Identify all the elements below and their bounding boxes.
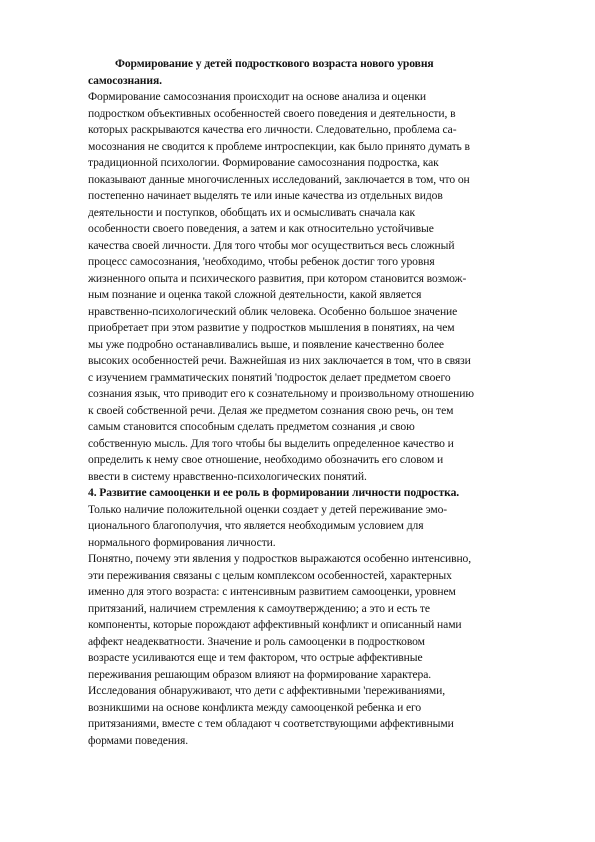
text-line: собственную мысль. Для того чтобы бы выделить определенное качество и: [88, 436, 454, 450]
text-line: притязаниями, вместе с тем обладают ч соответствующими аффективными: [88, 717, 454, 730]
text-line: с изучением грамматических понятий 'подросток делает предметом своего: [88, 370, 451, 384]
text-line: ным познание и оценка такой сложной деятельности, какой является: [88, 288, 422, 301]
text-line: высоких особенностей речи. Важнейшая из них заключается в том, что в связи: [88, 354, 471, 367]
text-line: возрасте усиливаются еще и тем фактором, что острые аффективные: [88, 651, 423, 664]
text-line: аффект неадекватности. Значение и роль самооценки в подростковом: [88, 634, 425, 648]
text-line: мосознания не сводится к проблеме интроспекции, как было принято думать в: [88, 139, 470, 153]
text-line: притязаний, наличием стремления к самоутверждению; а это и есть те: [88, 601, 430, 615]
text-line: деятельности и поступков, обобщать их и осмысливать сначала как: [88, 205, 416, 219]
text-line: переживания решающим образом влияют на формирование характера.: [88, 667, 432, 681]
text-line: Исследования обнаруживают, что дети с аффективными 'переживаниями,: [88, 684, 446, 697]
text-line: мы уже подробно останавливались выше, и появление качественно более: [88, 337, 444, 351]
text-line: Только наличие положительной оценки создает у детей переживание эмо-: [88, 502, 448, 516]
paragraph-positive-assessment: [88, 502, 554, 552]
text-line: определить к нему свое отношение, необходимо обозначить его словом и: [88, 453, 444, 466]
text-line: именно для этого возраста: с интенсивным развитием самооценки, уровнем: [88, 585, 456, 598]
text-line: жизненного опыта и психического развития, при котором становится возмож-: [88, 271, 467, 285]
text-line: нравственно-психологический облик человека. Особенно большое значение: [88, 304, 458, 318]
text-line: к своей собственной речи. Делая же предметом сознания свою речь, он тем: [88, 403, 454, 417]
paragraph-self-consciousness: [88, 89, 554, 485]
text-line: постепенно начинает выделять те или иные качества из отдельных видов: [88, 189, 443, 202]
text-line: особенности своего поведения, а затем и как относительно устойчивые: [88, 222, 434, 235]
text-line: компоненты, которые порождают аффективный конфликт и описанный нами: [88, 618, 462, 631]
text-line: которых раскрываются качества его личности. Следовательно, проблема са-: [88, 123, 457, 136]
text-line: эти переживания связаны с целым комплексом особенностей, характерных: [88, 568, 452, 582]
text-line: самым становится способным сделать предметом сознания ,и свою: [88, 420, 415, 433]
text-line: ционального благополучия, что является необходимым условием для: [88, 519, 424, 532]
text-line: возникшими на основе конфликта между самооценкой ребенка и его: [88, 700, 422, 714]
title-line: самосознания.: [88, 73, 162, 87]
document-page: [88, 56, 554, 749]
text-line: приобретает при этом развитие у подростков мышления в понятиях, на чем: [88, 321, 455, 334]
text-line: традиционной психологии. Формирование самосознания подростка, как: [88, 156, 439, 169]
text-line: ввести в систему нравственно-психологических понятий.: [88, 469, 367, 483]
text-line: нормального формирования личности.: [88, 535, 276, 549]
text-line: Формирование самосознания происходит на основе анализа и оценки: [88, 90, 427, 103]
title-line: Формирование у детей подросткового возраста нового уровня: [115, 57, 434, 70]
text-line: Понятно, почему эти явления у подростков выражаются особенно интенсивно,: [88, 552, 472, 565]
text-line: сознания язык, что приводит его к сознательному и произвольному отношению: [88, 387, 474, 400]
text-line: показывают данные многочисленных исследований, заключается в том, что он: [88, 172, 470, 186]
document-title: [88, 56, 554, 89]
text-line: подростком объективных особенностей своего поведения и деятельности, в: [88, 106, 456, 120]
paragraph-self-esteem: [88, 551, 554, 749]
text-line: качества своей личности. Для того чтобы мог осуществиться весь сложный: [88, 238, 455, 252]
section-heading: 4. Развитие самооценки и ее роль в формировании личности подростка.: [88, 486, 460, 499]
text-line: процесс самосознания, 'необходимо, чтобы ребенок достиг того уровня: [88, 255, 435, 268]
text-line: формами поведения.: [88, 733, 189, 747]
